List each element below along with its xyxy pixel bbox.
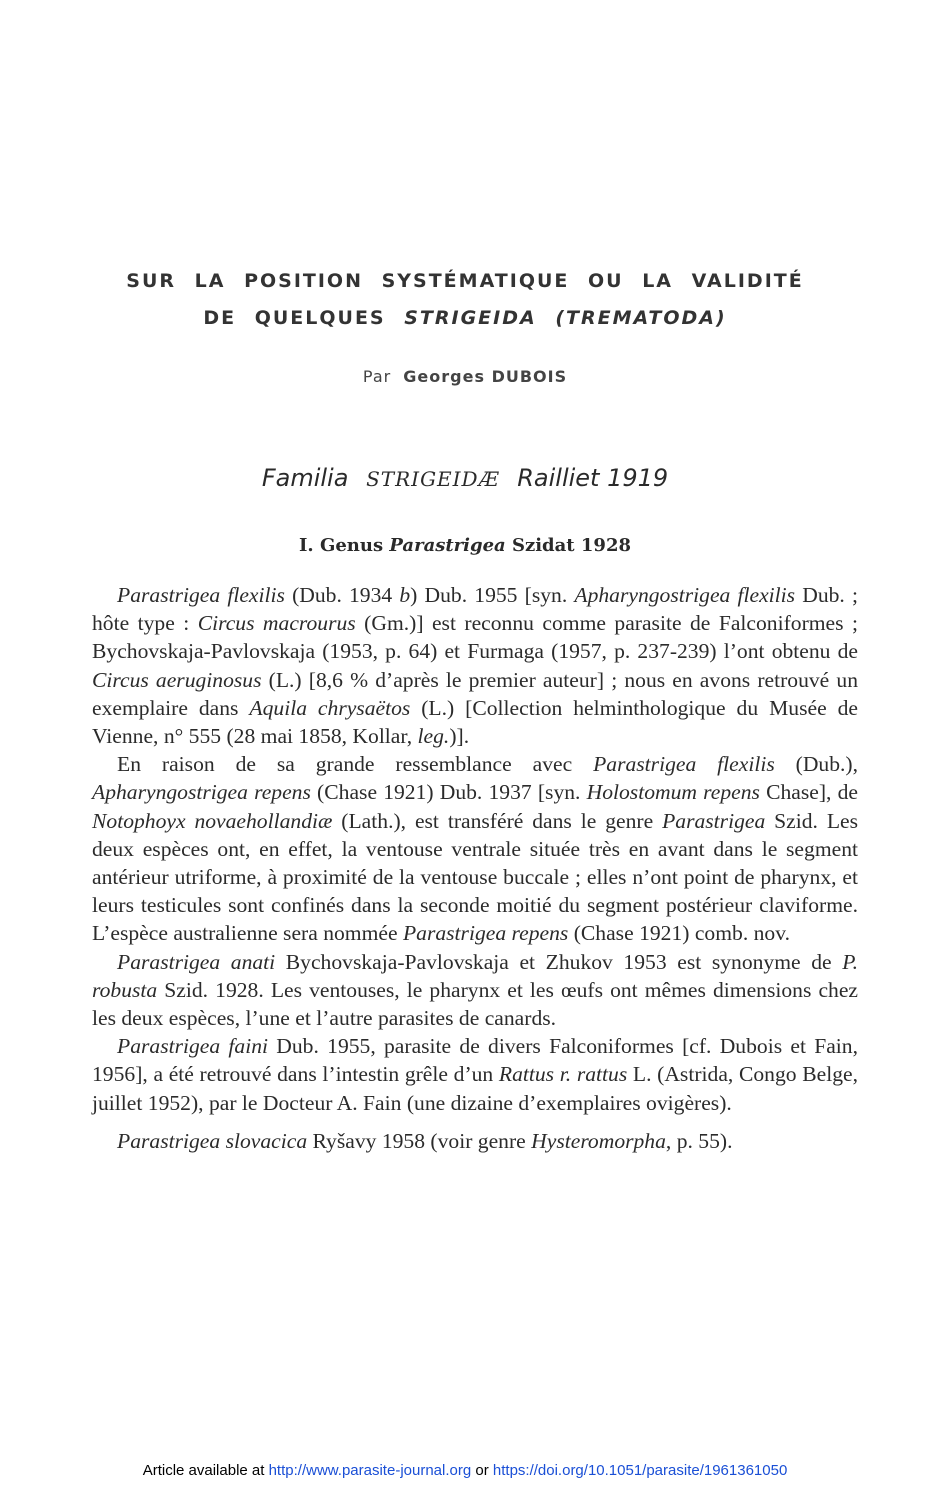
- title-taxon-paren: (TREMATODA): [555, 307, 727, 329]
- journal-link[interactable]: http://www.parasite-journal.org: [268, 1462, 472, 1479]
- title-text: SUR LA POSITION SYSTÉMATIQUE OU LA VALIDITÉ: [126, 270, 804, 292]
- doi-link[interactable]: https://doi.org/10.1051/parasite/1961361050: [492, 1462, 788, 1479]
- genus-authority: Szidat 1928: [512, 535, 631, 556]
- paragraph-2: En raison de sa grande ressemblance avec Parastrigea flexilis (Dub.), Apharyngostrigea repens (Chase 1921) Dub. 1937 [syn. Holostomum repens Chase], de Notophoyx novaehollandiæ (Lath.), est transféré dans le genre Parastrigea Szid. Les deux espèces ont, en effet, la ventouse ventrale située très en avant dans le segment antérieur utriforme, à proximité de la ventouse buccale ; elles n’ont point de pharynx, et leurs testicules sont confinés dans la seconde moitié du segment postérieur claviforme. L’espèce australienne sera nommée Parastrigea repens (Chase 1921) comb. nov.: [92, 752, 859, 946]
- body-text: [92, 581, 858, 1155]
- article-title-line-2: [0, 307, 930, 329]
- title-taxon: STRIGEIDA: [404, 307, 537, 329]
- footer-prefix: Article available at: [142, 1462, 269, 1479]
- article-footer: [0, 1462, 930, 1479]
- paragraph-1: Parastrigea flexilis (Dub. 1934 b) Dub. 1955 [syn. Apharyngostrigea flexilis Dub. ; hôte type : Circus macrourus (Gm.)] est reconnu comme parasite de Falconiformes ; Bychovskaja-Pavlovskaja (1953, p. 64) et Furmaga (1957, p. 237-239) l’ont obtenu de Circus aeruginosus (L.) [8,6 % d’après le premier auteur] ; nous en avons retrouvé un exemplaire dans Aquila chrysaëtos (L.) [Collection helminthologique du Musée de Vienne, n° 555 (28 mai 1858, Kollar, leg.)].: [92, 583, 859, 749]
- paragraph-5: Parastrigea slovacica Ryšavy 1958 (voir genre Hysteromorpha, p. 55).: [117, 1128, 733, 1153]
- paragraph-3: Parastrigea anati Bychovskaja-Pavlovskaja et Zhukov 1953 est synonyme de P. robusta Szid. 1928. Les ventouses, le pharynx et les œufs ont mêmes dimensions chez les deux espèces, l’une et l’autre parasites de canards.: [92, 949, 858, 1031]
- familia-word: Familia: [261, 464, 349, 492]
- title-prefix: DE QUELQUES: [203, 307, 386, 329]
- genus-heading: [0, 535, 930, 556]
- genus-name: Parastrigea: [389, 535, 506, 556]
- article-title-line-1: [0, 270, 930, 292]
- familia-authority: Railliet 1919: [517, 464, 669, 492]
- paragraph-4: Parastrigea faini Dub. 1955, parasite de divers Falconiformes [cf. Dubois et Fain, 1956], a été retrouvé dans l’intestin grêle d’un Rattus r. rattus L. (Astrida, Congo Belge, juillet 1952), par le Docteur A. Fain (une dizaine d’exemplaires ovigères).: [92, 1034, 858, 1115]
- genus-prefix: I. Genus: [299, 535, 384, 556]
- author-name: Georges DUBOIS: [403, 367, 568, 386]
- familia-taxon: STRIGEIDÆ: [366, 467, 500, 491]
- author-prefix: Par: [362, 367, 392, 386]
- footer-middle: or: [471, 1462, 493, 1479]
- familia-heading: [0, 464, 930, 492]
- author-line: [0, 367, 930, 386]
